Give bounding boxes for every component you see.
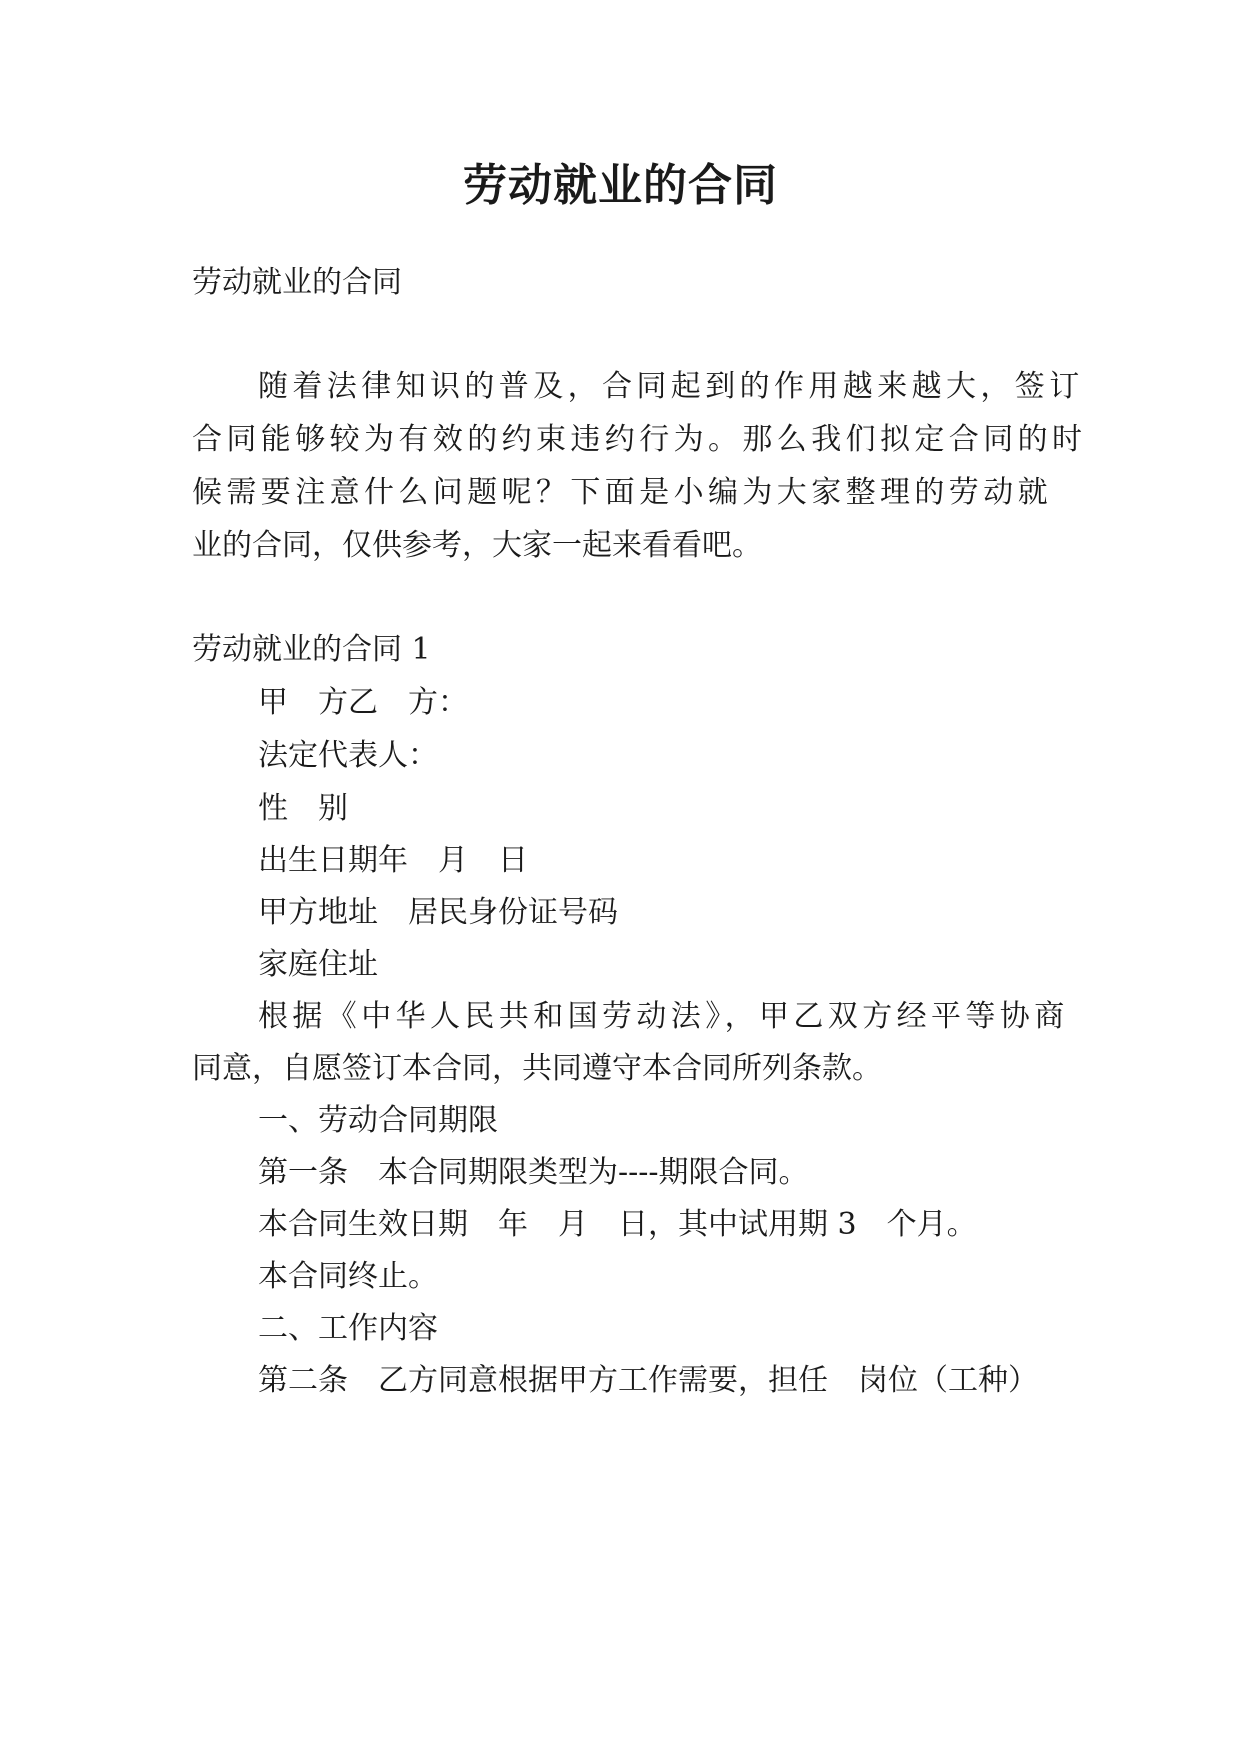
contract-line: 法定代表人： <box>258 738 438 773</box>
contract-line: 本合同生效日期 年 月 日，其中试用期 3 个月。 <box>258 1207 977 1242</box>
contract-line: 第二条 乙方同意根据甲方工作需要，担任 岗位（工种） <box>258 1363 1038 1398</box>
contract-line: 根据《中华人民共和国劳动法》，甲乙双方经平等协商 <box>258 999 1069 1034</box>
contract-line: 家庭住址 <box>258 947 378 982</box>
document-title: 劳动就业的合同 <box>463 160 778 211</box>
contract-line: 本合同终止。 <box>258 1259 438 1294</box>
contract-line: 出生日期年 月 日 <box>258 843 528 878</box>
contract-line: 第一条 本合同期限类型为----期限合同。 <box>258 1155 809 1190</box>
contract-line: 一、劳动合同期限 <box>258 1103 498 1138</box>
intro-line: 业的合同，仅供参考，大家一起来看看吧。 <box>192 528 762 563</box>
contract-line: 甲 方乙 方： <box>258 685 468 720</box>
contract-line: 性 别 <box>258 791 348 826</box>
document-subtitle: 劳动就业的合同 <box>192 265 402 300</box>
contract-line: 同意，自愿签订本合同，共同遵守本合同所列条款。 <box>192 1051 882 1086</box>
contract-line: 甲方地址 居民身份证号码 <box>258 895 618 930</box>
intro-line: 合同能够较为有效的约束违约行为。那么我们拟定合同的时 <box>192 422 1087 457</box>
intro-line: 候需要注意什么问题呢？下面是小编为大家整理的劳动就 <box>192 475 1052 510</box>
section-heading: 劳动就业的合同 1 <box>192 632 431 667</box>
contract-line: 二、工作内容 <box>258 1311 438 1346</box>
intro-line: 随着法律知识的普及，合同起到的作用越来越大，签订 <box>258 369 1084 404</box>
